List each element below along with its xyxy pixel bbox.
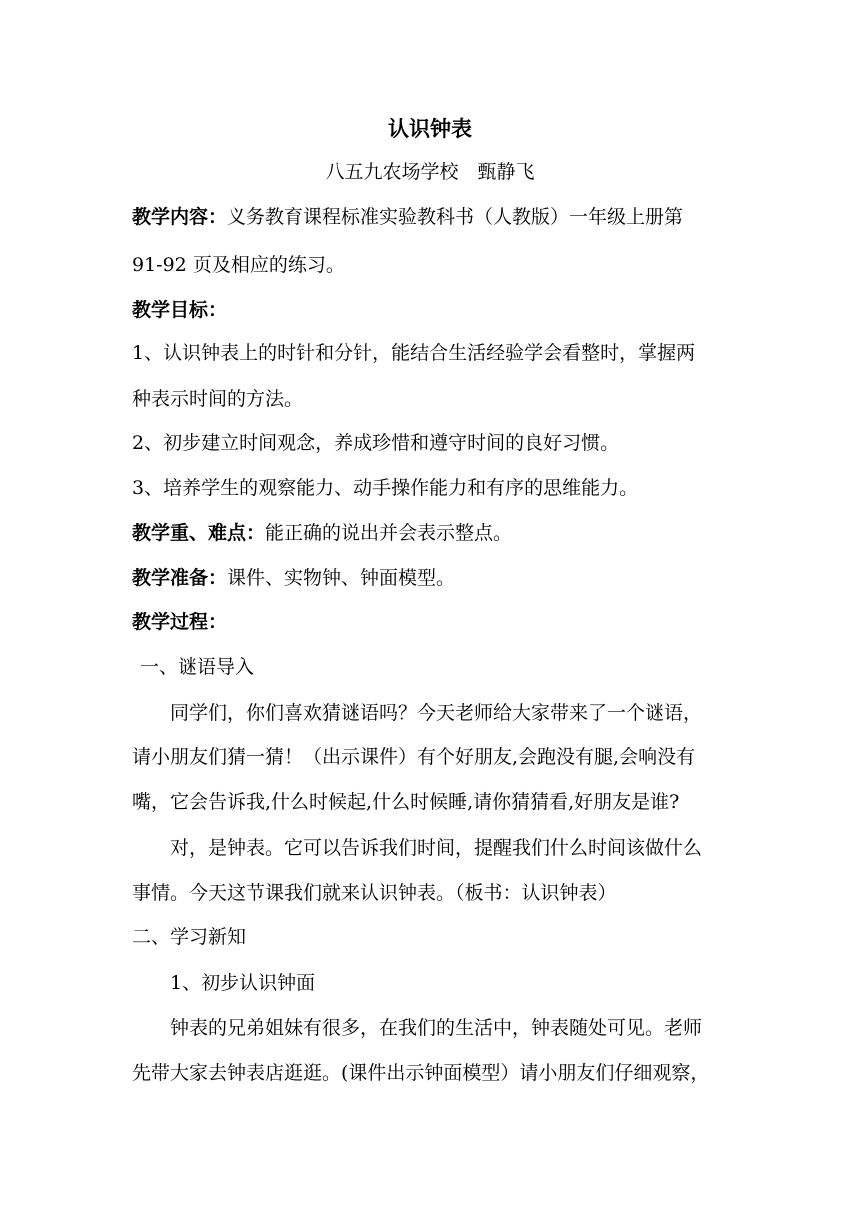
paragraph-3-line-2: 先带大家去钟表店逛逛。(课件出示钟面模型）请小朋友们仔细观察， [132, 1062, 710, 1084]
document-title: 认识钟表 [388, 116, 472, 141]
paragraph-3-line-1: 钟表的兄弟姐妹有很多，在我们的生活中，钟表随处可见。老师 [170, 1017, 703, 1039]
key-difficulty-line [132, 521, 732, 545]
section-1-heading: 一、谜语导入 [140, 656, 255, 678]
preparation-line [132, 566, 732, 590]
paragraph-1-line-3: 嘴，它会告诉我,什么时候起,什么时候睡,请你猜猜看,好朋友是谁? [132, 791, 680, 813]
teaching-content-label: 教学内容： [132, 206, 228, 228]
goal-1-line-2: 种表示时间的方法。 [132, 388, 304, 410]
key-difficulty-text: 能正确的说出并会表示整点。 [265, 522, 513, 544]
paragraph-1-line-1: 同学们，你们喜欢猜谜语吗？今天老师给大家带来了一个谜语， [170, 702, 703, 724]
paragraph-1-line-2: 请小朋友们猜一猜！（出示课件）有个好朋友,会跑没有腿,会响没有 [132, 746, 696, 768]
paragraph-2-line-1: 对，是钟表。它可以告诉我们时间，提醒我们什么时间该做什么 [170, 837, 703, 859]
goal-3: 3、培养学生的观察能力、动手操作能力和有序的思维能力。 [132, 477, 639, 499]
preparation-text: 课件、实物钟、钟面模型。 [227, 567, 456, 589]
teaching-content-line-1 [132, 205, 732, 229]
teaching-goals-heading: 教学目标： [132, 299, 228, 321]
author-line: 八五九农场学校 甄静飞 [325, 161, 535, 183]
subsection-1-heading: 1、初步认识钟面 [170, 972, 316, 994]
preparation-label: 教学准备： [132, 567, 228, 589]
teaching-content-text: 义务教育课程标准实验教科书（人教版）一年级上册第 [227, 206, 684, 228]
key-difficulty-label: 教学重、难点： [132, 522, 266, 544]
section-2-heading: 二、学习新知 [132, 926, 247, 948]
paragraph-2-line-2: 事情。今天这节课我们就来认识钟表。（板书：认识钟表） [132, 882, 617, 904]
goal-1-line-1: 1、认识钟表上的时针和分针，能结合生活经验学会看整时，掌握两 [132, 342, 696, 364]
goal-2: 2、初步建立时间观念，养成珍惜和遵守时间的良好习惯。 [132, 432, 620, 454]
teaching-content-line-2: 91-92 页及相应的练习。 [132, 254, 345, 276]
process-heading: 教学过程： [132, 611, 228, 633]
